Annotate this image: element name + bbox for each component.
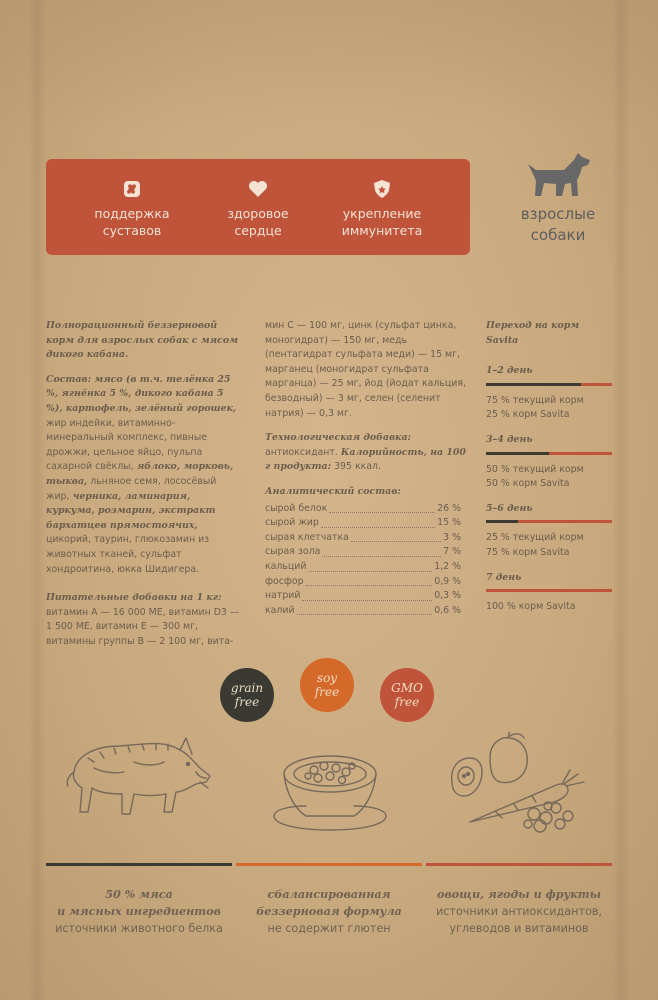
analysis-name: сырой белок: [265, 502, 328, 514]
analysis-row: [265, 560, 461, 575]
leader-dots: [309, 571, 433, 572]
intro-line: Полнорационный беззерновой: [46, 320, 218, 331]
analysis-name: калий: [265, 604, 295, 616]
feature-sub: не содержит глютен: [267, 922, 391, 935]
step-label: 1–2 день: [486, 365, 533, 377]
analysis-row: [265, 531, 461, 546]
benefit-heart: [198, 179, 318, 239]
feature-formula: [236, 886, 422, 937]
analysis-value: 1,2 %: [434, 560, 461, 572]
target-text: [498, 204, 618, 246]
benefit-line2: иммунитета: [341, 223, 423, 238]
composition-column: [46, 319, 242, 659]
tech-text: антиоксидант.: [265, 446, 338, 458]
leader-dots: [306, 585, 433, 586]
analysis-list: [265, 502, 461, 619]
target-line1: взрослые: [520, 205, 596, 223]
step-ratio-bar: [486, 589, 612, 592]
benefit-line2: сердце: [234, 223, 282, 238]
benefit-immunity: [322, 179, 442, 239]
analysis-row: [265, 516, 461, 531]
analysis-value: 0,3 %: [434, 590, 461, 602]
benefits-banner: [46, 159, 470, 255]
analysis-row: [265, 604, 461, 619]
composition-bold: мясо (в т.ч. телёнка 25 %, ягнёнка 5 %, дикого кабана 5 %), картофель, зелёный горошек,: [46, 373, 237, 414]
analysis-value: 15 %: [437, 517, 461, 529]
analysis-row: [265, 575, 461, 590]
step-line: 100 % корм Savita: [486, 601, 576, 613]
analysis-name: сырая зола: [265, 546, 321, 558]
benefit-line2: суставов: [102, 223, 162, 238]
step-current-share: [486, 520, 518, 523]
analysis-value: 3 %: [443, 531, 461, 543]
strip-dark: [46, 863, 232, 866]
boar-icon: [64, 732, 216, 822]
analysis-row: [265, 589, 461, 604]
composition-plain: цикорий, таурин, глюкозамин из животных тканей, сульфат хондроитина, юкка Шидигера.: [46, 534, 210, 575]
additives-title: Питательные добавки на 1 кг:: [46, 592, 222, 604]
step-current-share: [486, 452, 549, 455]
target-badge: [498, 150, 618, 246]
bowl-icon: [266, 740, 394, 832]
badge-line2: free: [314, 685, 340, 699]
benefit-line1: здоровое: [227, 206, 289, 221]
badge-line2: free: [234, 695, 260, 709]
analysis-row: [265, 545, 461, 560]
additives-text: витамин А — 16 000 МЕ, витамин D3 —1 500 МЕ, витамин Е — 300 мг, витамины группы В — 2 100 мг, вита-: [46, 606, 240, 647]
feature-heading: сбалансированная: [267, 887, 391, 901]
badge-line2: free: [394, 695, 420, 709]
step-label: 5–6 день: [486, 502, 533, 514]
step-line: 25 % текущий корм: [486, 532, 584, 544]
transition-steps: [486, 364, 612, 615]
badge-line1: soy: [316, 671, 338, 685]
free-badge: [220, 668, 274, 722]
step-line: 50 % текущий корм: [486, 463, 584, 475]
step-line: 25 % корм Savita: [486, 409, 570, 421]
analysis-value: 0,9 %: [434, 575, 461, 587]
nutrition-column: [265, 319, 470, 618]
heart-icon: [247, 179, 269, 199]
free-badge: [300, 658, 354, 712]
composition-title: Состав:: [46, 373, 92, 385]
feature-sub: углеводов и витаминов: [449, 922, 589, 935]
joint-icon: [121, 179, 143, 199]
analysis-name: фосфор: [265, 575, 304, 587]
transition-step: [486, 502, 612, 561]
analysis-value: 0,6 %: [434, 604, 461, 616]
benefit-line1: укрепление: [342, 206, 422, 221]
step-label: 3–4 день: [486, 433, 533, 445]
feature-sub: источники животного белка: [55, 922, 223, 935]
leader-dots: [302, 600, 432, 601]
step-ratio-bar: [486, 383, 612, 386]
step-current-share: [486, 383, 581, 386]
leader-dots: [329, 512, 435, 513]
leader-dots: [321, 527, 435, 528]
analysis-title: Аналитический состав:: [265, 485, 401, 497]
transition-step: [486, 364, 612, 423]
free-badge: [380, 668, 434, 722]
analysis-name: кальций: [265, 560, 307, 572]
analysis-name: сырая клетчатка: [265, 531, 349, 543]
badge-line1: GMO: [391, 681, 423, 695]
feature-heading: и мясных ингредиентов: [57, 904, 221, 918]
transition-step: [486, 433, 612, 492]
tech-title: Технологическая добавка:: [265, 432, 411, 444]
benefit-joints: [72, 179, 192, 239]
analysis-name: сырой жир: [265, 517, 319, 529]
step-ratio-bar: [486, 452, 612, 455]
left-crease: [28, 0, 46, 1000]
strip-orange: [236, 863, 422, 866]
technology: [265, 431, 470, 475]
color-strip: [46, 863, 612, 866]
calories-value: 395 ккал.: [334, 461, 381, 473]
feature-vegetables: [426, 886, 612, 937]
step-line: 50 % корм Savita: [486, 478, 570, 490]
analysis-value: 26 %: [437, 502, 461, 514]
transition-column: [486, 319, 612, 625]
feature-meat: [46, 886, 232, 937]
additives: [46, 591, 242, 649]
feature-heading: овощи, ягоды и фрукты: [436, 887, 602, 901]
leader-dots: [351, 541, 441, 542]
benefit-line1: поддержка: [94, 206, 170, 221]
intro-text: [46, 319, 242, 363]
top-seal: [0, 0, 658, 130]
additives-continued: мин С — 100 мг, цинк (сульфат цинка, моногидрат) — 150 мг, медь (пентагидрат сульфата меди) — 15 мг, марганец (моногидрат сульфата марганца) — 25 мг, йод (йодат кальция, безводный) — 3 мг, селен (селенит натрия) — 0,3 мг.: [265, 320, 467, 419]
composition: [46, 373, 242, 577]
step-line: 75 % корм Savita: [486, 546, 570, 558]
analysis-row: [265, 502, 461, 517]
calories-title: Калорийность, на 100 г продукта:: [265, 446, 466, 473]
transition-title: Переход на корм Savita: [486, 320, 580, 346]
analysis-name: натрий: [265, 590, 301, 602]
intro-line: корм для взрослых собак с мясом: [46, 334, 238, 346]
analysis-value: 7 %: [443, 546, 461, 558]
transition-step: [486, 571, 612, 615]
composition-plain: жир индейки, витаминно-минеральный комплекс, пивные дрожжи, цельное яйцо, пульпа сахарной свёклы,: [46, 417, 208, 473]
dog-icon: [522, 150, 594, 200]
composition-plain: льняное семя, лососёвый жир,: [46, 475, 217, 502]
feature-heading: беззерновая формула: [256, 904, 402, 918]
step-label: 7 день: [486, 571, 522, 583]
composition-bold: черника, ламинария, куркума, розмарин, экстракт бархатцев прямостоячих,: [46, 490, 216, 531]
step-line: 75 % текущий корм: [486, 394, 584, 406]
strip-red: [426, 863, 612, 866]
leader-dots: [297, 614, 433, 615]
shield-icon: [371, 179, 393, 199]
badge-line1: grain: [230, 681, 264, 695]
intro-line: дикого кабана.: [46, 349, 129, 361]
feature-sub: источники антиоксидантов,: [436, 905, 602, 918]
leader-dots: [322, 556, 441, 557]
fruits-vegetables-icon: [444, 732, 586, 836]
feature-heading: 50 % мяса: [105, 887, 173, 901]
step-ratio-bar: [486, 520, 612, 523]
target-line2: собаки: [530, 226, 586, 244]
composition-bold: яблоко, морковь, тыква,: [46, 461, 234, 487]
